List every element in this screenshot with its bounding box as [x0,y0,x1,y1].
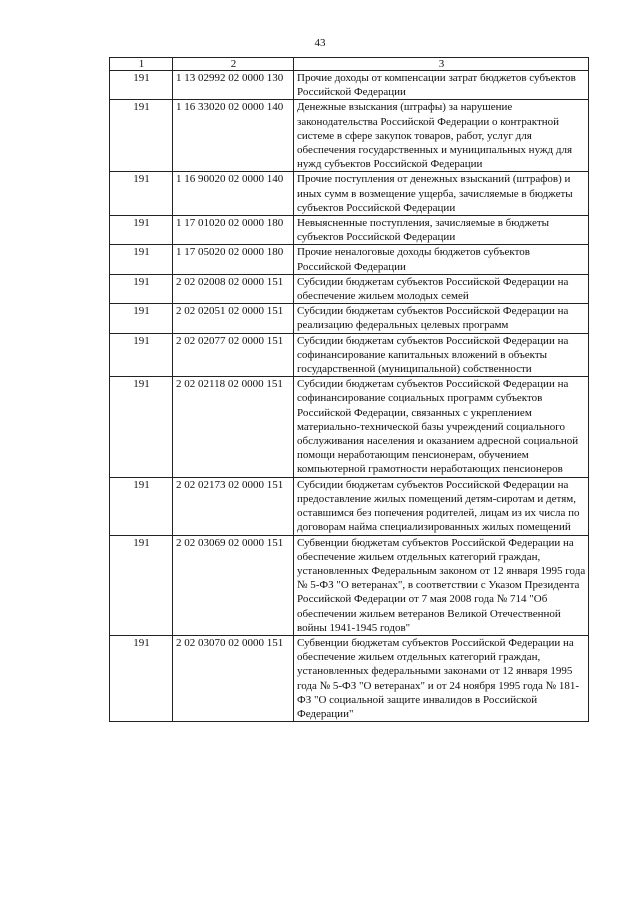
page-number: 43 [314,37,326,49]
description-cell: Прочие поступления от денежных взысканий (штрафов) и иных сумм в возмещение ущерба, зачисляемые в бюджеты субъектов Российской Федерации [294,172,589,216]
column-header-2: 2 [173,58,294,71]
admin-code-cell: 191 [110,71,173,100]
table-header-row [110,58,589,71]
table-row [110,100,589,172]
description-cell: Субсидии бюджетам субъектов Российской Федерации на софинансирование социальных программ субъектов Российской Федерации, связанных с укреплением материально-технической базы учреждений социального обслуживания населения и оказанием адресной социальной помощи неработающим пенсионерам, обучением компьютерной грамотности неработающих пенсионеров [294,377,589,477]
admin-code-cell: 191 [110,635,173,721]
admin-code-cell: 191 [110,535,173,635]
budget-code-cell: 1 16 33020 02 0000 140 [173,100,294,172]
budget-code-cell: 2 02 02008 02 0000 151 [173,274,294,303]
table-row [110,477,589,535]
budget-code-cell: 1 17 05020 02 0000 180 [173,245,294,274]
table-row [110,535,589,635]
description-cell: Невыясненные поступления, зачисляемые в бюджеты субъектов Российской Федерации [294,216,589,245]
budget-code-cell: 1 16 90020 02 0000 140 [173,172,294,216]
description-cell: Субсидии бюджетам субъектов Российской Федерации на реализацию федеральных целевых программ [294,304,589,333]
admin-code-cell: 191 [110,377,173,477]
description-cell: Прочие доходы от компенсации затрат бюджетов субъектов Российской Федерации [294,71,589,100]
budget-code-cell: 1 13 02992 02 0000 130 [173,71,294,100]
description-cell: Прочие неналоговые доходы бюджетов субъектов Российской Федерации [294,245,589,274]
budget-code-cell: 2 02 02077 02 0000 151 [173,333,294,377]
budget-code-cell: 2 02 03070 02 0000 151 [173,635,294,721]
table-row [110,71,589,100]
table-row [110,377,589,477]
classification-table [109,57,589,722]
table-row [110,333,589,377]
description-cell: Денежные взыскания (штрафы) за нарушение законодательства Российской Федерации о контрактной системе в сфере закупок товаров, работ, услуг для обеспечения государственных и муниципальных нужд для нужд субъектов Российской Федерации [294,100,589,172]
budget-code-cell: 2 02 03069 02 0000 151 [173,535,294,635]
table-row [110,304,589,333]
admin-code-cell: 191 [110,274,173,303]
budget-code-cell: 1 17 01020 02 0000 180 [173,216,294,245]
budget-code-cell: 2 02 02051 02 0000 151 [173,304,294,333]
admin-code-cell: 191 [110,304,173,333]
table-row [110,172,589,216]
admin-code-cell: 191 [110,245,173,274]
admin-code-cell: 191 [110,333,173,377]
description-cell: Субвенции бюджетам субъектов Российской Федерации на обеспечение жильем отдельных категорий граждан, установленных Федеральным законом от 12 января 1995 года № 5-ФЗ "О ветеранах", в соответствии с Указом Президента Российской Федерации от 7 мая 2008 года № 714 "Об обеспечении жильем ветеранов Великой Отечественной войны 1941-1945 годов" [294,535,589,635]
admin-code-cell: 191 [110,477,173,535]
column-header-3: 3 [294,58,589,71]
admin-code-cell: 191 [110,172,173,216]
table-row [110,216,589,245]
admin-code-cell: 191 [110,100,173,172]
description-cell: Субвенции бюджетам субъектов Российской Федерации на обеспечение жильем отдельных категорий граждан, установленных федеральными законами от 12 января 1995 года № 5-ФЗ "О ветеранах" и от 24 ноября 1995 года № 181-ФЗ "О социальной защите инвалидов в Российской Федерации" [294,635,589,721]
table-row [110,635,589,721]
table-row [110,274,589,303]
column-header-1: 1 [110,58,173,71]
table-row [110,245,589,274]
description-cell: Субсидии бюджетам субъектов Российской Федерации на предоставление жилых помещений детям-сиротам и детям, оставшимся без попечения родителей, лицам из их числа по договорам найма специализированных жилых помещений [294,477,589,535]
description-cell: Субсидии бюджетам субъектов Российской Федерации на софинансирование капитальных вложений в объекты государственной (муниципальной) собственности [294,333,589,377]
budget-code-cell: 2 02 02118 02 0000 151 [173,377,294,477]
description-cell: Субсидии бюджетам субъектов Российской Федерации на обеспечение жильем молодых семей [294,274,589,303]
budget-code-cell: 2 02 02173 02 0000 151 [173,477,294,535]
admin-code-cell: 191 [110,216,173,245]
